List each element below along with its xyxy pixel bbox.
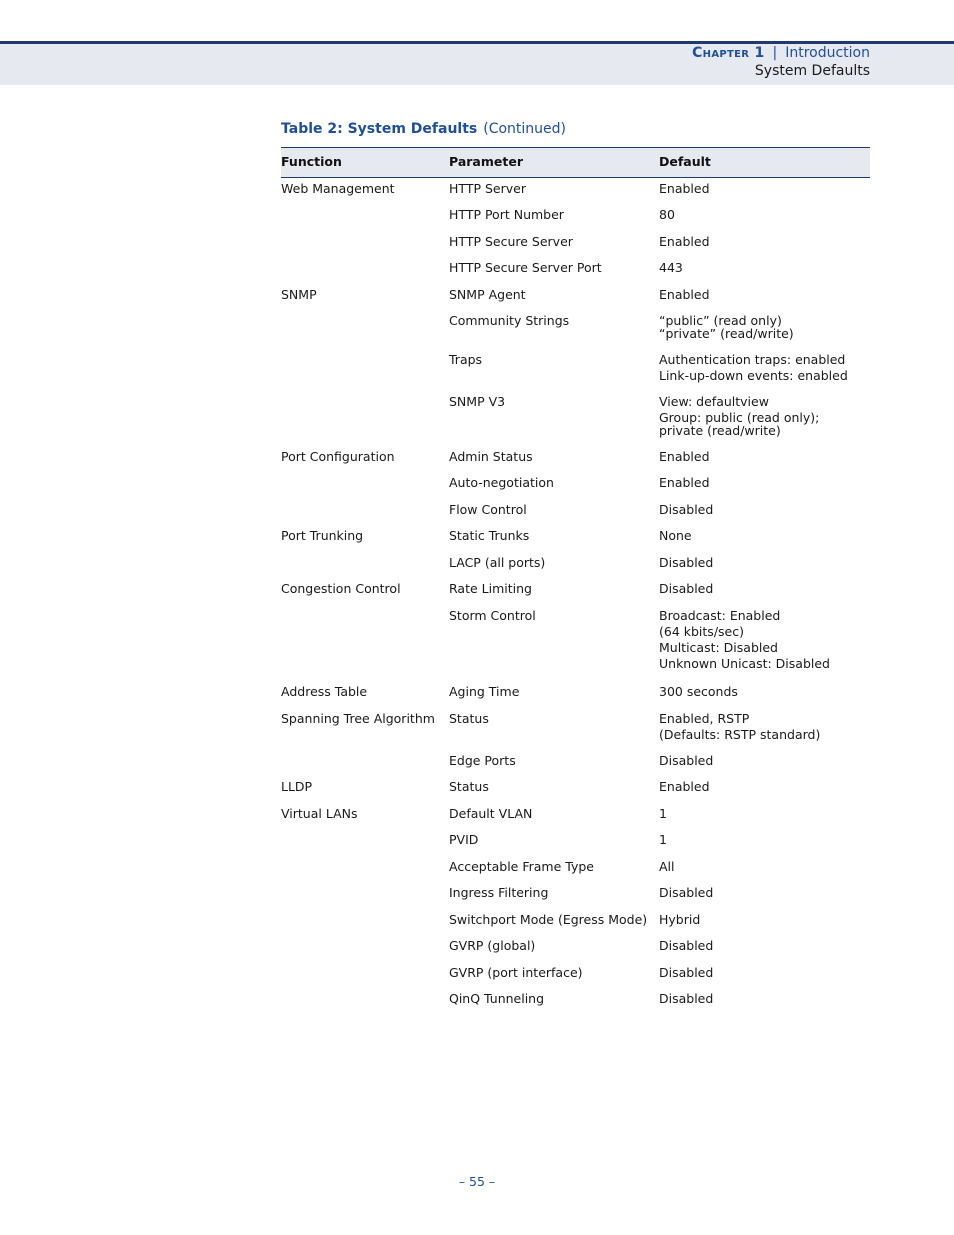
chapter-title: Introduction [785,45,870,61]
cell-default-line: Enabled [659,181,710,196]
cell-default [659,807,667,820]
cell-default-line: Enabled [659,234,710,249]
cell-default [659,712,820,741]
cell-default [659,503,713,516]
cell-parameter: Community Strings [449,313,570,328]
cell-function: SNMP [281,287,317,302]
cell-default [659,182,710,195]
cell-default-line: View: defaultview [659,394,769,409]
cell-parameter: Acceptable Frame Type [449,859,594,874]
cell-parameter: Flow Control [449,502,527,517]
table-caption [281,121,566,137]
cell-default [659,450,710,463]
cell-default [659,314,794,340]
cell-parameter: HTTP Port Number [449,207,564,222]
cell-parameter: GVRP (port interface) [449,965,583,980]
cell-parameter: GVRP (global) [449,938,536,953]
cell-default-line: 1 [659,832,667,847]
cell-parameter: LACP (all ports) [449,555,546,570]
cell-default-line: Disabled [659,502,714,517]
cell-parameter: SNMP Agent [449,287,526,302]
cell-parameter: Static Trunks [449,528,530,543]
cell-parameter: QinQ Tunneling [449,991,545,1006]
cell-default-line: Disabled [659,581,714,596]
cell-default [659,208,675,221]
cell-default [659,886,713,899]
cell-default [659,913,700,926]
cell-default-line: Link-up-down events: enabled [659,368,848,383]
cell-default [659,353,848,382]
cell-function: Web Management [281,181,395,196]
table-caption-title: Table 2: System Defaults [281,121,478,137]
cell-parameter: Traps [449,352,483,367]
cell-default-line: Enabled [659,779,710,794]
cell-function: Spanning Tree Algorithm [281,711,435,726]
cell-parameter: Switchport Mode (Egress Mode) [449,912,648,927]
cell-default [659,939,713,952]
cell-default-line: 1 [659,806,667,821]
chapter-label: Chapter 1 [692,45,765,61]
running-header-chapter [692,45,870,61]
cell-default [659,966,713,979]
page-number: – 55 – [458,1174,496,1189]
table-header-row [281,147,870,178]
cell-default [659,992,713,1005]
cell-default [659,685,738,698]
cell-default-line: 300 seconds [659,684,738,699]
cell-default-line: Disabled [659,965,714,980]
column-header-function: Function [281,154,342,169]
system-defaults-table [281,147,870,1006]
cell-parameter: Edge Ports [449,753,516,768]
cell-parameter: Status [449,779,489,794]
cell-default-line: All [659,859,675,874]
column-header-default: Default [659,154,711,169]
cell-function: Port Configuration [281,449,395,464]
cell-parameter: Storm Control [449,608,536,623]
cell-default-line: (64 kbits/sec) [659,624,744,639]
cell-parameter: HTTP Secure Server Port [449,260,602,275]
cell-default [659,609,830,670]
cell-default-line: Disabled [659,753,714,768]
cell-default-line: Authentication traps: enabled [659,352,846,367]
running-header-section: System Defaults [754,63,870,79]
cell-default-line: private (read/write) [659,423,781,438]
cell-parameter: Ingress Filtering [449,885,549,900]
cell-default-line: Hybrid [659,912,701,927]
cell-parameter: Admin Status [449,449,533,464]
cell-default [659,261,683,274]
column-header-parameter: Parameter [449,154,523,169]
cell-default [659,395,819,437]
cell-default-line: 80 [659,207,675,222]
cell-default-line: Multicast: Disabled [659,640,778,655]
cell-parameter: Auto-negotiation [449,475,554,490]
cell-default-line: Disabled [659,885,714,900]
cell-default-line: Disabled [659,555,714,570]
cell-default-line: Disabled [659,991,714,1006]
cell-default-line: Enabled [659,449,710,464]
cell-default [659,754,713,767]
cell-default-line: Unknown Unicast: Disabled [659,656,830,671]
cell-function: Address Table [281,684,368,699]
header-separator: | [772,45,778,61]
cell-parameter: HTTP Secure Server [449,234,573,249]
cell-default [659,235,710,248]
cell-default-line: Enabled, RSTP [659,711,750,726]
cell-default-line: “private” (read/write) [659,326,794,341]
cell-parameter: PVID [449,832,479,847]
cell-function: LLDP [281,779,313,794]
cell-default-line: Disabled [659,938,714,953]
cell-parameter: HTTP Server [449,181,526,196]
cell-default [659,833,667,846]
cell-default [659,860,675,873]
cell-default [659,529,692,542]
cell-parameter: Rate Limiting [449,581,532,596]
cell-parameter: SNMP V3 [449,394,506,409]
cell-default [659,476,710,489]
cell-parameter: Default VLAN [449,806,533,821]
table-caption-continued: (Continued) [483,121,566,137]
cell-default-line: None [659,528,692,543]
cell-default-line: Broadcast: Enabled [659,608,781,623]
cell-default-line: 443 [659,260,683,275]
cell-default-line: Enabled [659,287,710,302]
cell-default-line: Enabled [659,475,710,490]
cell-function: Congestion Control [281,581,401,596]
cell-default [659,780,710,793]
cell-default [659,582,713,595]
cell-default [659,556,713,569]
cell-function: Virtual LANs [281,806,358,821]
cell-parameter: Status [449,711,489,726]
cell-parameter: Aging Time [449,684,520,699]
cell-default [659,288,710,301]
cell-default-line: (Defaults: RSTP standard) [659,727,821,742]
cell-default-line: Group: public (read only); [659,410,820,425]
cell-default-line: “public” (read only) [659,313,782,328]
cell-function: Port Trunking [281,528,364,543]
